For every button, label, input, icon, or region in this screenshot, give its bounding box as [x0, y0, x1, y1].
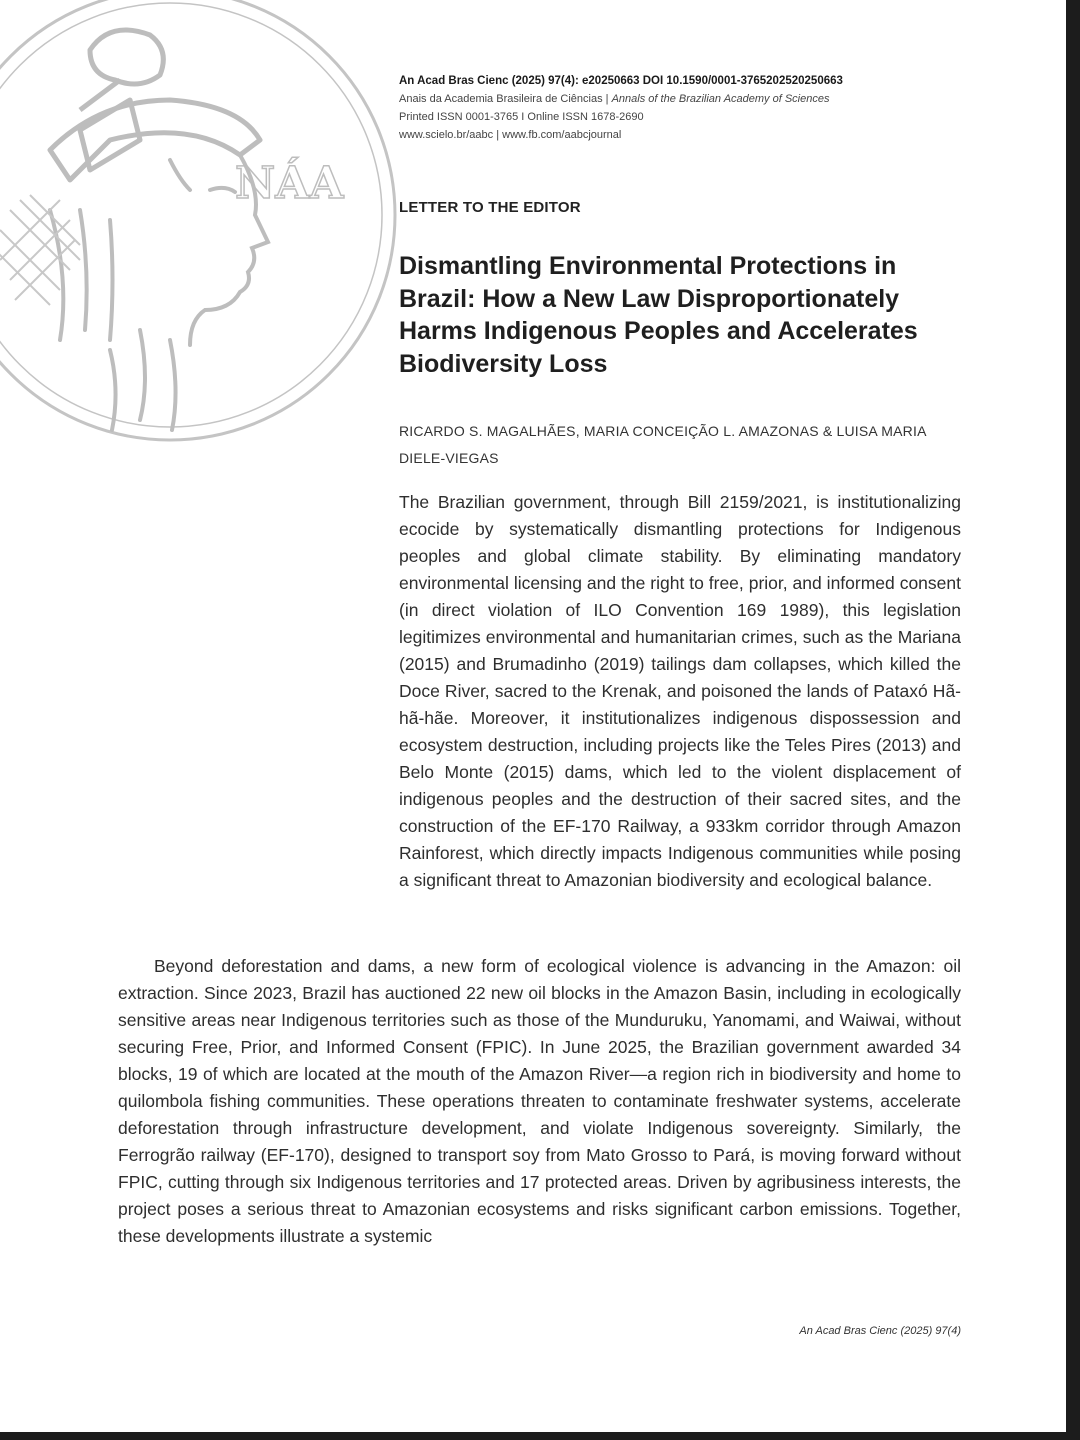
- emblem-lettering: NÁA: [235, 158, 344, 209]
- citation-line: An Acad Bras Cienc (2025) 97(4): e20250663 DOI 10.1590/0001-3765202520250663: [399, 75, 843, 87]
- journal-separator: |: [605, 93, 609, 105]
- author-list: RICARDO S. MAGALHÃES, MARIA CONCEIÇÃO L. AMAZONAS & LUISA MARIA DIELE-VIEGAS: [399, 423, 926, 466]
- journal-names: [399, 90, 843, 108]
- journal-links[interactable]: www.scielo.br/aabc | www.fb.com/aabcjournal: [399, 129, 622, 141]
- journal-header: [399, 72, 843, 144]
- issn-line: Printed ISSN 0001-3765 I Online ISSN 1678-2690: [399, 111, 644, 123]
- page-edge: [1066, 0, 1080, 1440]
- abstract-paragraph: The Brazilian government, through Bill 2159/2021, is institutionalizing ecocide by systematically dismantling protections for Indigenous peoples and global climate stability. By eliminating mandatory environmental licensing and the right to free, prior, and informed consent (in direct violation of ILO Convention 169 1989), this legislation legitimizes environmental and humanitarian crimes, such as the Mariana (2015) and Brumadinho (2019) tailings dam collapses, which killed the Doce River, sacred to the Krenak, and poisoned the lands of Pataxó Hã-hã-hãe. Moreover, it institutionalizes indigenous dispossession and ecosystem destruction, including projects like the Teles Pires (2013) and Belo Monte (2015) dams, which led to the violent displacement of indigenous peoples and the destruction of their sacred sites, and the construction of the EF-170 Railway, a 933km corridor through Amazon Rainforest, which directly impacts Indigenous communities while posing a significant threat to Amazonian biodiversity and ecological balance.: [399, 492, 961, 890]
- academy-emblem-logo: [0, 0, 400, 450]
- page-bottom-edge: [0, 1432, 1080, 1440]
- page-footer-citation: An Acad Bras Cienc (2025) 97(4): [799, 1325, 961, 1337]
- journal-name-en: Annals of the Brazilian Academy of Sciences: [611, 93, 830, 105]
- article-title: Dismantling Environmental Protections in Brazil: How a New Law Disproportionately Harms Indigenous Peoples and Accelerates Biodiversity Loss: [399, 252, 918, 378]
- body-paragraph: Beyond deforestation and dams, a new form of ecological violence is advancing in the Amazon: oil extraction. Since 2023, Brazil has auctioned 22 new oil blocks in the Amazon Basin, including in ecologically sensitive areas near Indigenous territories such as those of the Munduruku, Yanomami, and Waiwai, without securing Free, Prior, and Informed Consent (FPIC). In June 2025, the Brazilian government awarded 34 blocks, 19 of which are located at the mouth of the Amazon River—a region rich in biodiversity and home to quilombola fishing communities. These operations threaten to contaminate freshwater systems, accelerate deforestation through infrastructure development, and violate Indigenous sovereignty. Similarly, the Ferrogrão railway (EF-170), designed to transport soy from Mato Grosso to Pará, is moving forward without FPIC, cutting through six Indigenous territories and 17 protected areas. Driven by agribusiness interests, the project poses a serious threat to Amazonian ecosystems and risks significant carbon emissions. Together, these developments illustrate a systemic: [118, 956, 961, 1246]
- section-label: LETTER TO THE EDITOR: [399, 199, 581, 216]
- journal-name-pt: Anais da Academia Brasileira de Ciências: [399, 93, 603, 105]
